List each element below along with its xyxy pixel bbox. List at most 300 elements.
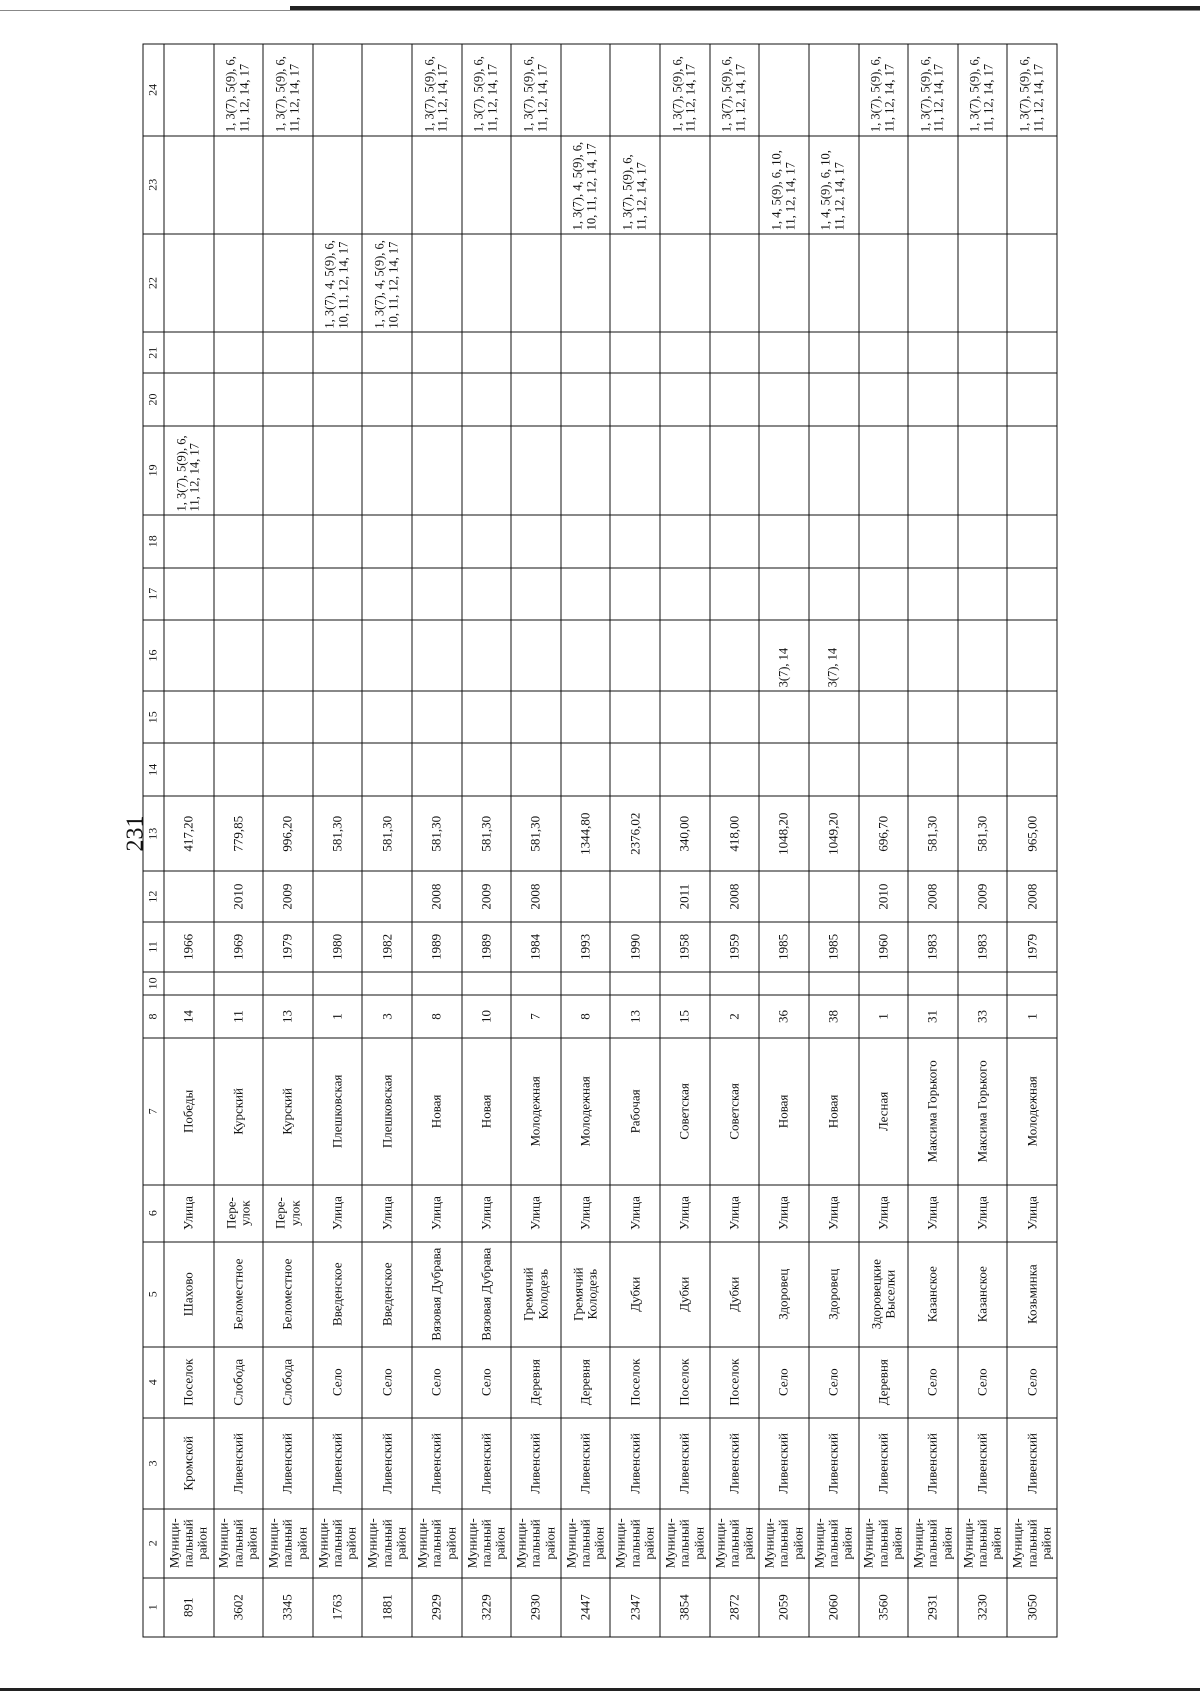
table-cell [263, 135, 313, 233]
table-cell: Максима Горького [958, 1038, 1008, 1184]
table-cell: Слобода [214, 1346, 264, 1417]
table-cell [362, 332, 412, 373]
table-cell: Пере-улок [214, 1184, 264, 1241]
table-cell: 3 [362, 994, 412, 1037]
column-header: 13 [143, 796, 164, 871]
table-cell: 1, 3(7), 5(9), 6, 11, 12, 14, 17 [1007, 44, 1057, 136]
table-cell [759, 514, 809, 567]
table-cell [958, 332, 1008, 373]
table-cell: Ливенский [809, 1417, 859, 1508]
table-cell [908, 971, 958, 994]
table-cell: 1, 3(7), 5(9), 6, 11, 12, 14, 17 [412, 44, 462, 136]
table-cell: 13 [263, 994, 313, 1037]
table-cell [759, 425, 809, 514]
table-cell: 1763 [313, 1577, 363, 1636]
table-cell: Курский [214, 1038, 264, 1184]
table-cell [362, 44, 412, 136]
table-cell [958, 233, 1008, 331]
table-cell [1007, 373, 1057, 426]
table-cell [1007, 743, 1057, 796]
table-cell: Дубки [710, 1241, 760, 1346]
table-cell [1007, 135, 1057, 233]
table-cell: Улица [362, 1184, 412, 1241]
table-cell [164, 567, 214, 620]
table-cell [412, 233, 462, 331]
table-cell [362, 514, 412, 567]
table-cell [462, 567, 512, 620]
table-cell: Ливенский [263, 1417, 313, 1508]
table-cell [263, 971, 313, 994]
table-cell: Улица [412, 1184, 462, 1241]
table-cell [610, 871, 660, 921]
table-cell: Гремячий Колодезь [511, 1241, 561, 1346]
table-cell: 581,30 [412, 796, 462, 871]
table-cell [511, 743, 561, 796]
table-cell [710, 233, 760, 331]
table-cell [412, 690, 462, 743]
table-cell: 2 [710, 994, 760, 1037]
table-row [462, 44, 512, 1637]
table-cell [759, 871, 809, 921]
table-cell: 2010 [214, 871, 264, 921]
table-cell: Гремячий Колодезь [561, 1241, 611, 1346]
table-cell [511, 690, 561, 743]
table-cell: Дубки [660, 1241, 710, 1346]
table-cell [263, 373, 313, 426]
table-cell: 2010 [859, 871, 909, 921]
table-cell: Ливенский [958, 1417, 1008, 1508]
table-cell [660, 233, 710, 331]
table-cell [214, 514, 264, 567]
table-cell [759, 690, 809, 743]
column-header: 4 [143, 1346, 164, 1417]
column-header: 2 [143, 1509, 164, 1578]
table-cell [908, 514, 958, 567]
table-row [164, 44, 214, 1637]
table-cell [908, 425, 958, 514]
table-cell: Беломестное [214, 1241, 264, 1346]
table-cell [263, 425, 313, 514]
table-cell: Ливенский [412, 1417, 462, 1508]
table-cell: 1, 3(7), 5(9), 6, 11, 12, 14, 17 [908, 44, 958, 136]
table-cell: 1, 3(7), 5(9), 6, 11, 12, 14, 17 [859, 44, 909, 136]
table-cell: 1, 3(7), 4, 5(9), 6, 10, 11, 12, 14, 17 [362, 233, 412, 331]
table-cell [710, 373, 760, 426]
table-cell: Улица [859, 1184, 909, 1241]
table-cell [610, 690, 660, 743]
table-cell [759, 44, 809, 136]
table-cell: 1 [1007, 994, 1057, 1037]
table-cell: Село [759, 1346, 809, 1417]
table-cell [511, 971, 561, 994]
table-cell: Молодежная [1007, 1038, 1057, 1184]
table-cell: 779,85 [214, 796, 264, 871]
table-cell [660, 135, 710, 233]
table-cell [214, 233, 264, 331]
table-cell: 2008 [1007, 871, 1057, 921]
table-cell: 2059 [759, 1577, 809, 1636]
table-cell: Вязовая Дубрава [412, 1241, 462, 1346]
table-cell: 1, 3(7), 4, 5(9), 6, 10, 11, 12, 14, 17 [561, 135, 611, 233]
table-cell: Курский [263, 1038, 313, 1184]
table-cell [412, 373, 462, 426]
table-cell [759, 971, 809, 994]
table-cell: 1, 3(7), 5(9), 6, 11, 12, 14, 17 [710, 44, 760, 136]
table-cell: 1985 [759, 921, 809, 971]
table-row [710, 44, 760, 1637]
table-cell: Казанское [908, 1241, 958, 1346]
table-cell: 1, 3(7), 4, 5(9), 6, 10, 11, 12, 14, 17 [313, 233, 363, 331]
table-cell [511, 233, 561, 331]
table-cell: Деревня [511, 1346, 561, 1417]
table-cell [809, 373, 859, 426]
table-cell [164, 743, 214, 796]
table-cell: 581,30 [462, 796, 512, 871]
table-cell [660, 332, 710, 373]
table-cell [809, 743, 859, 796]
table-cell [958, 135, 1008, 233]
table-cell: Здоровец [759, 1241, 809, 1346]
table-cell: Муници-пальный район [214, 1509, 264, 1578]
table-cell: 1049,20 [809, 796, 859, 871]
table-cell [908, 332, 958, 373]
table-cell [412, 135, 462, 233]
column-header: 8 [143, 994, 164, 1037]
table-cell [164, 233, 214, 331]
table-row [809, 44, 859, 1637]
table-cell [214, 567, 264, 620]
column-header: 19 [143, 425, 164, 514]
table-cell: 8 [561, 994, 611, 1037]
table-cell: Ливенский [511, 1417, 561, 1508]
table-cell [313, 743, 363, 796]
table-cell [610, 567, 660, 620]
table-cell: Здоровецкие Выселки [859, 1241, 909, 1346]
table-cell [1007, 514, 1057, 567]
table-cell [710, 743, 760, 796]
table-cell: 581,30 [313, 796, 363, 871]
table-cell: Село [412, 1346, 462, 1417]
page-number: 231 [122, 815, 149, 852]
table-cell [809, 233, 859, 331]
table-cell [660, 425, 710, 514]
table-cell: Муници-пальный район [958, 1509, 1008, 1578]
table-cell: 3050 [1007, 1577, 1057, 1636]
table-cell [660, 373, 710, 426]
column-header: 18 [143, 514, 164, 567]
table-cell: Улица [462, 1184, 512, 1241]
table-cell: Улица [759, 1184, 809, 1241]
table-cell: 2008 [412, 871, 462, 921]
table-cell [710, 425, 760, 514]
table-cell: Ливенский [660, 1417, 710, 1508]
column-header: 16 [143, 620, 164, 691]
table-cell [313, 332, 363, 373]
table-cell: Муници-пальный район [511, 1509, 561, 1578]
table-cell [412, 620, 462, 691]
table-cell [412, 971, 462, 994]
table-cell: 36 [759, 994, 809, 1037]
table-cell [462, 514, 512, 567]
table-cell: 1993 [561, 921, 611, 971]
table-cell: 10 [462, 994, 512, 1037]
table-cell [511, 373, 561, 426]
table-cell: Кромской [164, 1417, 214, 1508]
table-cell: Село [462, 1346, 512, 1417]
table-cell [462, 971, 512, 994]
table-cell [511, 135, 561, 233]
table-cell [759, 233, 809, 331]
table-cell: Улица [1007, 1184, 1057, 1241]
table-cell: Муници-пальный район [908, 1509, 958, 1578]
table-cell [214, 690, 264, 743]
column-header: 11 [143, 921, 164, 971]
column-header: 14 [143, 743, 164, 796]
table-cell [710, 514, 760, 567]
table-cell [313, 425, 363, 514]
table-cell: Казанское [958, 1241, 1008, 1346]
table-cell: Дубки [610, 1241, 660, 1346]
table-cell [313, 567, 363, 620]
table-row [313, 44, 363, 1637]
table-cell [809, 971, 859, 994]
table-cell: Муници-пальный район [462, 1509, 512, 1578]
table-cell: 1 [313, 994, 363, 1037]
table-cell: 1, 3(7), 5(9), 6, 11, 12, 14, 17 [164, 425, 214, 514]
table-cell [908, 620, 958, 691]
table-cell: 3(7), 14 [759, 620, 809, 691]
table-cell: 1, 3(7), 5(9), 6, 11, 12, 14, 17 [660, 44, 710, 136]
table-cell [859, 743, 909, 796]
table-cell [164, 620, 214, 691]
table-cell: Село [313, 1346, 363, 1417]
table-cell: Ливенский [710, 1417, 760, 1508]
table-cell [561, 514, 611, 567]
table-cell [660, 971, 710, 994]
table-cell: Поселок [610, 1346, 660, 1417]
table-cell [313, 44, 363, 136]
table-cell: 1979 [1007, 921, 1057, 971]
table-cell [1007, 971, 1057, 994]
table-cell: Новая [412, 1038, 462, 1184]
table-cell [362, 871, 412, 921]
table-cell: Лесная [859, 1038, 909, 1184]
table-cell [462, 425, 512, 514]
table-cell [362, 567, 412, 620]
table-cell [462, 135, 512, 233]
table-cell: Здоровец [809, 1241, 859, 1346]
table-cell [859, 332, 909, 373]
table-cell: Ливенский [759, 1417, 809, 1508]
table-cell [710, 620, 760, 691]
table-cell: Ливенский [908, 1417, 958, 1508]
table-cell: Улица [710, 1184, 760, 1241]
table-cell [362, 135, 412, 233]
table-cell [759, 332, 809, 373]
table-row [362, 44, 412, 1637]
table-cell [511, 567, 561, 620]
table-cell [809, 44, 859, 136]
table-cell [313, 514, 363, 567]
table-cell [511, 620, 561, 691]
table-cell: 581,30 [362, 796, 412, 871]
table-cell: 696,70 [859, 796, 909, 871]
table-cell: Улица [561, 1184, 611, 1241]
register-table [143, 43, 1058, 1637]
table-cell [660, 743, 710, 796]
table-cell: 1983 [958, 921, 1008, 971]
table-cell: 2931 [908, 1577, 958, 1636]
table-cell: Улица [908, 1184, 958, 1241]
table-cell [214, 332, 264, 373]
table-cell: Улица [164, 1184, 214, 1241]
column-header: 21 [143, 332, 164, 373]
table-cell [958, 743, 1008, 796]
table-row [561, 44, 611, 1637]
table-cell [462, 233, 512, 331]
table-cell [610, 620, 660, 691]
table-cell [462, 743, 512, 796]
table-row [908, 44, 958, 1637]
table-cell [511, 514, 561, 567]
table-cell: 891 [164, 1577, 214, 1636]
table-cell [263, 743, 313, 796]
table-cell: Введенское [313, 1241, 363, 1346]
table-cell [462, 332, 512, 373]
table-cell [263, 690, 313, 743]
table-cell: 1983 [908, 921, 958, 971]
table-cell [214, 373, 264, 426]
table-cell [412, 743, 462, 796]
column-header: 23 [143, 135, 164, 233]
top-thin-rule [0, 10, 1200, 11]
table-cell [809, 332, 859, 373]
table-cell: Ливенский [1007, 1417, 1057, 1508]
bottom-rule [0, 1688, 1200, 1691]
table-cell: 418,00 [710, 796, 760, 871]
table-cell: Муници-пальный район [859, 1509, 909, 1578]
table-cell: Козьминка [1007, 1241, 1057, 1346]
table-cell: 7 [511, 994, 561, 1037]
table-cell: 1, 3(7), 5(9), 6, 11, 12, 14, 17 [462, 44, 512, 136]
table-cell: Муници-пальный район [610, 1509, 660, 1578]
table-body [164, 44, 1057, 1637]
table-cell [710, 567, 760, 620]
column-header: 10 [143, 971, 164, 994]
table-cell: 1982 [362, 921, 412, 971]
table-cell: Новая [759, 1038, 809, 1184]
table-cell [412, 332, 462, 373]
table-cell: Ливенский [313, 1417, 363, 1508]
table-cell [164, 373, 214, 426]
table-cell: 11 [214, 994, 264, 1037]
table-cell: 996,20 [263, 796, 313, 871]
table-cell: Муници-пальный район [809, 1509, 859, 1578]
table-cell [313, 971, 363, 994]
table-cell: 1, 3(7), 5(9), 6, 11, 12, 14, 17 [263, 44, 313, 136]
table-cell [412, 567, 462, 620]
table-cell: Улица [313, 1184, 363, 1241]
table-cell: 8 [412, 994, 462, 1037]
table-cell [362, 971, 412, 994]
table-cell [610, 332, 660, 373]
table-cell [561, 971, 611, 994]
table-cell: Победы [164, 1038, 214, 1184]
table-row [859, 44, 909, 1637]
table-cell [462, 373, 512, 426]
table-cell [561, 567, 611, 620]
table-cell: 2447 [561, 1577, 611, 1636]
table-cell [1007, 425, 1057, 514]
table-cell [859, 514, 909, 567]
table-cell [710, 971, 760, 994]
table-cell: Молодежная [561, 1038, 611, 1184]
table-cell [263, 332, 313, 373]
table-cell [164, 332, 214, 373]
table-cell [958, 425, 1008, 514]
table-cell: 31 [908, 994, 958, 1037]
table-cell: 3(7), 14 [809, 620, 859, 691]
table-cell: Село [908, 1346, 958, 1417]
table-row [610, 44, 660, 1637]
table-cell: 14 [164, 994, 214, 1037]
table-cell: Улица [610, 1184, 660, 1241]
table-cell [859, 373, 909, 426]
table-cell [908, 373, 958, 426]
table-cell: 1960 [859, 921, 909, 971]
column-header: 17 [143, 567, 164, 620]
table-cell: 1, 3(7), 5(9), 6, 11, 12, 14, 17 [958, 44, 1008, 136]
table-cell: 2347 [610, 1577, 660, 1636]
table-cell: Муници-пальный район [313, 1509, 363, 1578]
table-cell: 3229 [462, 1577, 512, 1636]
table-cell [1007, 690, 1057, 743]
table-cell [561, 690, 611, 743]
table-cell [859, 233, 909, 331]
table-cell: Слобода [263, 1346, 313, 1417]
table-cell: 2008 [710, 871, 760, 921]
column-header: 7 [143, 1038, 164, 1184]
table-cell: 3854 [660, 1577, 710, 1636]
table-cell [958, 690, 1008, 743]
table-cell: Пере-улок [263, 1184, 313, 1241]
table-cell [362, 425, 412, 514]
table-cell: Муници-пальный район [164, 1509, 214, 1578]
table-cell: 1, 3(7), 5(9), 6, 11, 12, 14, 17 [214, 44, 264, 136]
table-cell: Муници-пальный район [660, 1509, 710, 1578]
table-cell: Плешковская [362, 1038, 412, 1184]
table-row [660, 44, 710, 1637]
table-cell [908, 567, 958, 620]
table-cell [710, 135, 760, 233]
table-cell: Ливенский [561, 1417, 611, 1508]
table-cell [809, 690, 859, 743]
table-cell: 1, 3(7), 5(9), 6, 11, 12, 14, 17 [610, 135, 660, 233]
table-cell: 1, 3(7), 5(9), 6, 11, 12, 14, 17 [511, 44, 561, 136]
table-cell [412, 425, 462, 514]
table-cell [610, 425, 660, 514]
table-cell [809, 567, 859, 620]
table-cell: Молодежная [511, 1038, 561, 1184]
table-header [143, 44, 164, 1637]
table-cell [908, 135, 958, 233]
table-cell: Село [1007, 1346, 1057, 1417]
table-cell: Деревня [561, 1346, 611, 1417]
table-cell: 3602 [214, 1577, 264, 1636]
table-row [214, 44, 264, 1637]
table-row [412, 44, 462, 1637]
table-cell: Новая [809, 1038, 859, 1184]
